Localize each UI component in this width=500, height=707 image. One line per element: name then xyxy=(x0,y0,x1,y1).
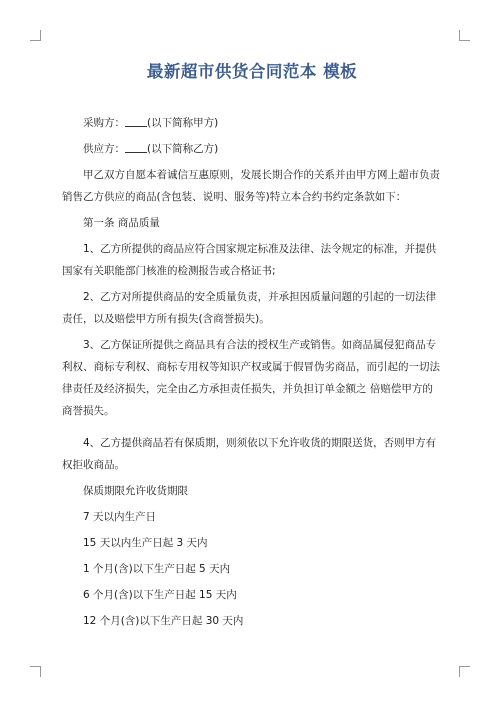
shelf-life-row: 1 个月(含)以下生产日起 5 天内 xyxy=(83,563,231,575)
buyer-suffix: (以下简称甲方) xyxy=(147,117,219,129)
supplier-label: 供应方： xyxy=(83,143,125,155)
document-page xyxy=(62,58,442,636)
document-title: 最新超市供货合同范本 模板 xyxy=(146,62,358,81)
clause-4: 4、乙方提供商品若有保质期，则须依以下允许收货的期限送货，否则甲方有权拒收商品。 xyxy=(62,437,437,471)
shelf-life-row: 6 个月(含)以下生产日起 15 天内 xyxy=(83,589,237,601)
clause-1: 1、乙方所提供的商品应符合国家规定标准及法律、法令规定的标准，并提供国家有关职能部门核准的检测报告或合格证书; xyxy=(62,243,437,277)
shelf-life-row: 7 天以内生产日 xyxy=(83,511,157,523)
buyer-line xyxy=(62,112,442,134)
supplier-line xyxy=(62,138,442,160)
shelf-life-row: 12 个月(含)以下生产日起 30 天内 xyxy=(83,615,244,627)
buyer-label: 采购方： xyxy=(83,117,125,129)
supplier-suffix: (以下简称乙方) xyxy=(147,143,219,155)
shelf-life-row: 15 天以内生产日起 3 天内 xyxy=(83,537,208,549)
corner-mark-top-right xyxy=(459,30,470,41)
supplier-blank xyxy=(125,141,147,153)
corner-mark-bottom-right xyxy=(459,666,470,677)
corner-mark-bottom-left xyxy=(30,666,41,677)
corner-mark-top-left xyxy=(30,30,41,41)
article-heading: 第一条 商品质量 xyxy=(83,217,160,229)
clause-2: 2、乙方对所提供商品的安全质量负责，并承担因质量问题的引起的一切法律责任，以及赔偿甲方所有损失(含商誉损失)。 xyxy=(62,291,437,325)
buyer-blank xyxy=(125,115,147,127)
shelf-life-heading: 保质期限允许收货期限 xyxy=(83,485,188,497)
clause-3: 3、乙方保证所提供之商品具有合法的授权生产或销售。如商品属侵犯商品专利权、商标专利权、商标专用权等知识产权或属于假冒伪劣商品，而引起的一切法律责任及经济损失，完全由乙方承担责任损失，并负担订单金额之 倍赔偿甲方的商誉损失。 xyxy=(62,339,440,417)
intro-paragraph: 甲乙双方自愿本着诚信互惠原则，发展长期合作的关系并由甲方网上超市负责销售乙方供应的商品(含包装、说明、服务等)特立本合约书约定条款如下： xyxy=(62,169,440,203)
